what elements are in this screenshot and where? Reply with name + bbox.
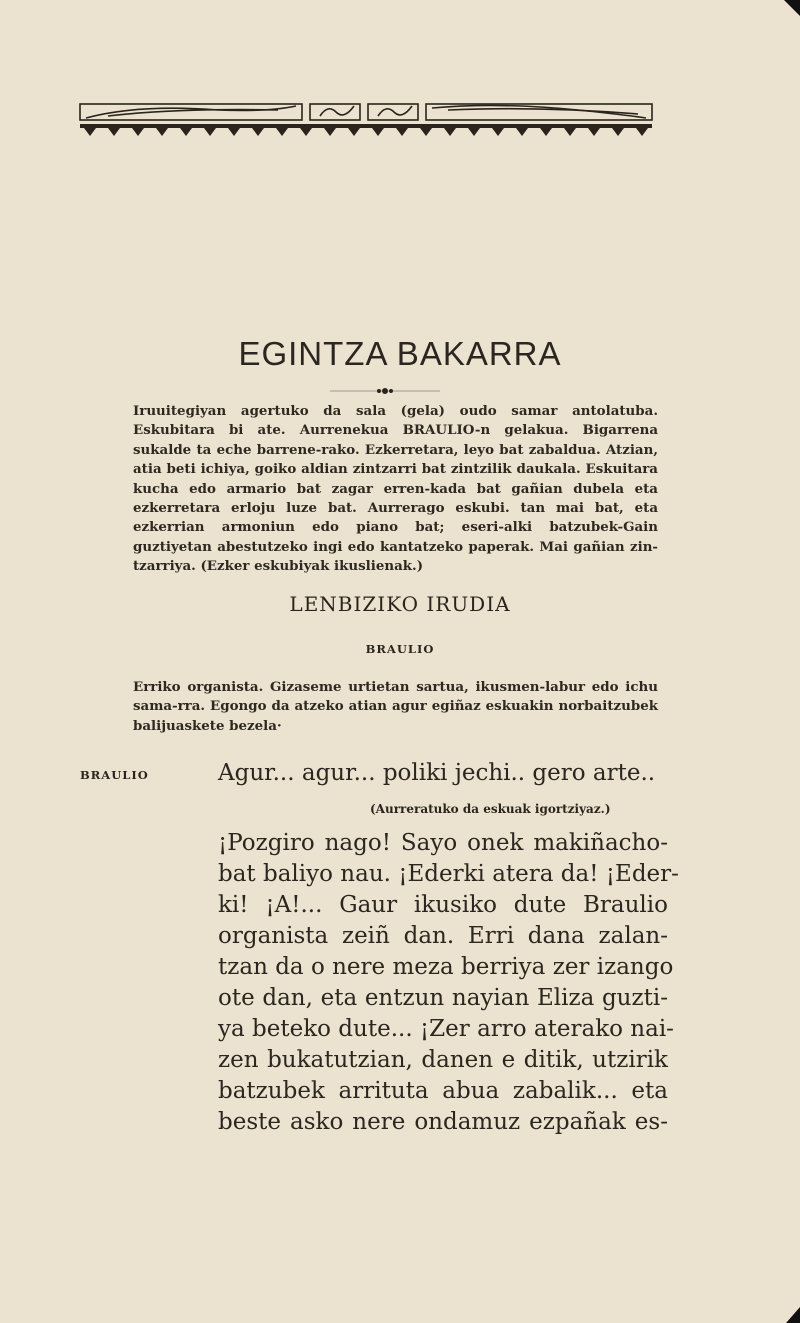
character-name: BRAULIO [365, 642, 435, 656]
verse-line: zen bukatutzian, danen e ditik, utzirik [218, 1047, 668, 1073]
verse-line: ki! ¡A!... Gaur ikusiko dute Braulio [218, 892, 668, 918]
verse-line: batzubek arrituta abua zabalik... eta [218, 1078, 668, 1104]
stage-direction: (Aurreratuko da eskuak igortziyaz.) [370, 802, 611, 816]
corner-triangle-top [784, 0, 800, 16]
page-title: EGINTZA BAKARRA [238, 335, 562, 372]
verse-line: ote dan, eta entzun nayian Eliza guzti- [218, 985, 668, 1011]
divider-ornament [330, 385, 440, 397]
character-description: Erriko organista. Gizaseme urtietan sartua, ikusmen-labur edo ichu sama-rra. Egongo da atzeko atian agur egiñaz eskuakin norbaitzubek balijuaskete bezela· [133, 679, 658, 734]
stage-setting-paragraph: Iruuitegiyan agertuko da sala (gela) oudo samar antolatuba. Eskubitara bi ate. Aurrenekua BRAULIO-n gelakua. Bigarrena sukalde ta eche barrene-rako. Ezkerretara, leyo bat zabaldua. Atzian, atia beti ichiya, goiko aldian zintzarri bat zintzilik daukala. Eskuitara kucha edo armario bat zagar erren-kada bat gañian dubela eta ezkerretara erloju luze bat. Aurrerago eskubi. tan mai bat, eta ezkerrian armoniun edo piano bat; eseri-alki batzubek-Gain guztiyetan abestutzeko ingi edo kantatzeko paperak. Mai gañian zin-tzarriya. (Ezker eskubiyak ikuslienak.) [133, 403, 658, 575]
verse-line: beste asko nere ondamuz ezpañak es- [218, 1109, 668, 1135]
speaker-label: BRAULIO [80, 768, 149, 782]
corner-triangle-bottom [786, 1307, 800, 1323]
verse-line: Agur... agur... poliki jechi.. gero arte.. [218, 760, 656, 786]
verse-line: tzan da o nere meza berriya zer izango [218, 954, 674, 980]
verse-line: bat baliyo nau. ¡Ederki atera da! ¡Eder- [218, 861, 679, 887]
verse-line: ¡Pozgiro nago! Sayo onek makiñacho- [218, 830, 668, 856]
ornamental-headpiece [78, 98, 656, 138]
verse-line: organista zeiñ dan. Erri dana zalan- [218, 923, 668, 949]
verse-line: ya beteko dute... ¡Zer arro aterako nai- [218, 1016, 674, 1042]
section-title: LENBIZIKO IRUDIA [289, 592, 511, 616]
